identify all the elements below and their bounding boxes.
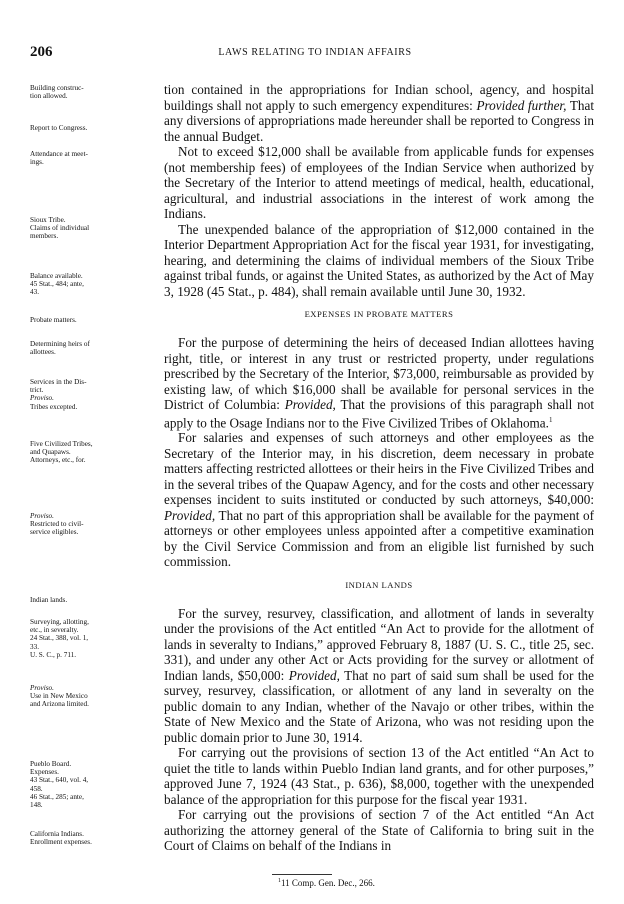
margin-note-district: Services in the Dis- trict. Proviso. Tribes excepted. — [30, 378, 87, 411]
paragraph-attendance: Not to exceed $12,000 shall be available from applicable funds for expenses (not membership fees) of employees of the Indian Service when authorized by the Secretary of the Interior to attend meetings of medical, health, educational, agricultural, and industrial associations in the interest of work among the Indians. — [164, 144, 594, 221]
margin-note-indian-lands: Indian lands. — [30, 596, 68, 604]
section-heading-probate: EXPENSES IN PROBATE MATTERS — [304, 309, 454, 319]
margin-note-heirs: Determining heirs of allottees. — [30, 340, 90, 357]
margin-note-pueblo: Pueblo Board. Expenses. 43 Stat., 640, vol. 4, 458. 46 Stat., 285; ante, 148. — [30, 760, 89, 810]
footnote-marker: 1 — [278, 878, 281, 884]
margin-note-california: California Indians. Enrollment expenses. — [30, 830, 92, 847]
page-header — [30, 44, 600, 66]
paragraph-pueblo: For carrying out the provisions of section 13 of the Act entitled “An Act to quiet the title to lands within Pueblo Indian land grants, and for other purposes,” approved June 7, 1924 (43 Stat., p. 636), $8,000, together with the unexpended balance of the appropriation for this purpose for the fiscal year 1931. — [164, 745, 594, 807]
section-heading-indian-lands: INDIAN LANDS — [345, 579, 413, 590]
margin-note-report: Report to Congress. — [30, 124, 88, 132]
paragraph-survey: For the survey, resurvey, classification, and allotment of lands in severalty under the provisions of the Act entitled “An Act to provide for the allotment of lands in severalty to Indians,” approved February 8, 1887 (U. S. C., title 25, sec. 331), and under any other Act or Acts providing for the survey or allotment of Indian lands, $50,000: Provided, That no part of said sum shall be used for the survey, resurvey, classification, or allotment of any land in severalty on the public domain to any Indian, whether of the Navajo or other tribes, within the State of New Mexico and the State of Arizona, who was not residing upon the public domain prior to June 30, 1914. — [164, 605, 594, 745]
margin-note-probate: Probate matters. — [30, 316, 77, 324]
running-title: LAWS RELATING TO INDIAN AFFAIRS — [218, 47, 412, 58]
margin-note-building: Building construc- tion allowed. — [30, 84, 84, 101]
footnote-text: 11 Comp. Gen. Dec., 266. — [281, 878, 375, 888]
body-text — [164, 82, 594, 854]
margin-notes — [30, 84, 154, 884]
paragraph-building: tion contained in the appropriations for Indian school, agency, and hospital buildings shall not apply to such emergency expenditures: Provided further, That any diversions of appropriations made hereunder shall be reported to Congress in the annual Budget. — [164, 82, 594, 144]
margin-note-sioux: Sioux Tribe. Claims of individual members. — [30, 216, 90, 241]
paragraph-attorneys: For salaries and expenses of such attorneys and other employees as the Secretary of the Interior may, in his discretion, deem necessary in probate matters affecting restricted allottees or their heirs in the Five Civilized Tribes and in the several tribes of the Quapaw Agency, and for the costs and other necessary expenses incident to suits instituted or conducted by such attorneys, $40,000: Provided, That no part of this appropriation shall be available for the payment of attorneys or other employees unless appointed after a competitive examination by the Civil Service Commission and from an eligible list furnished by such commission. — [164, 430, 594, 570]
paragraph-heirs: For the purpose of determining the heirs of deceased Indian allottees having right, title, or interest in any trust or restricted property, under regulations prescribed by the Secretary of the Interior, $73,000, reimbursable as provided by existing law, of which $16,000 shall be available for personal services in the District of Columbia: Provided, That the provisions of this paragraph shall not apply to the Osage Indians nor to the Five Civilized Tribes of Oklahoma.$^1$ — [164, 335, 594, 430]
footnote-rule — [272, 874, 332, 875]
margin-note-new-mexico: Proviso. Use in New Mexico and Arizona limited. — [30, 684, 89, 709]
margin-note-balance: Balance available. 45 Stat., 484; ante, 43. — [30, 272, 84, 297]
footnote — [278, 878, 375, 888]
paragraph-sioux: The unexpended balance of the appropriation of $12,000 contained in the Interior Department Appropriation Act for the fiscal year 1931, for investigating, hearing, and determining the claims of individual members of the Sioux Tribe against tribal funds, or against the United States, as authorized by the Act of May 3, 1928 (45 Stat., p. 484), shall remain available until June 30, 1932. — [164, 221, 594, 299]
margin-note-attendance: Attendance at meet- ings. — [30, 150, 88, 167]
margin-note-surveying: Surveying, allotting, etc., in severalty. 24 Stat., 388, vol. 1, 33. U. S. C., p. 711. — [30, 618, 89, 659]
footnote-reference: 1 — [548, 415, 553, 424]
margin-note-five-tribes: Five Civilized Tribes, and Quapaws. Attorneys, etc., for. — [30, 440, 93, 465]
margin-note-proviso-civil: Proviso. Restricted to civil- service eligibles. — [30, 512, 84, 537]
page-number: 206 — [30, 44, 53, 60]
paragraph-california: For carrying out the provisions of section 7 of the Act entitled “An Act authorizing the attorney general of the State of California to bring suit in the Court of Claims on behalf of the Indians in — [164, 807, 594, 854]
